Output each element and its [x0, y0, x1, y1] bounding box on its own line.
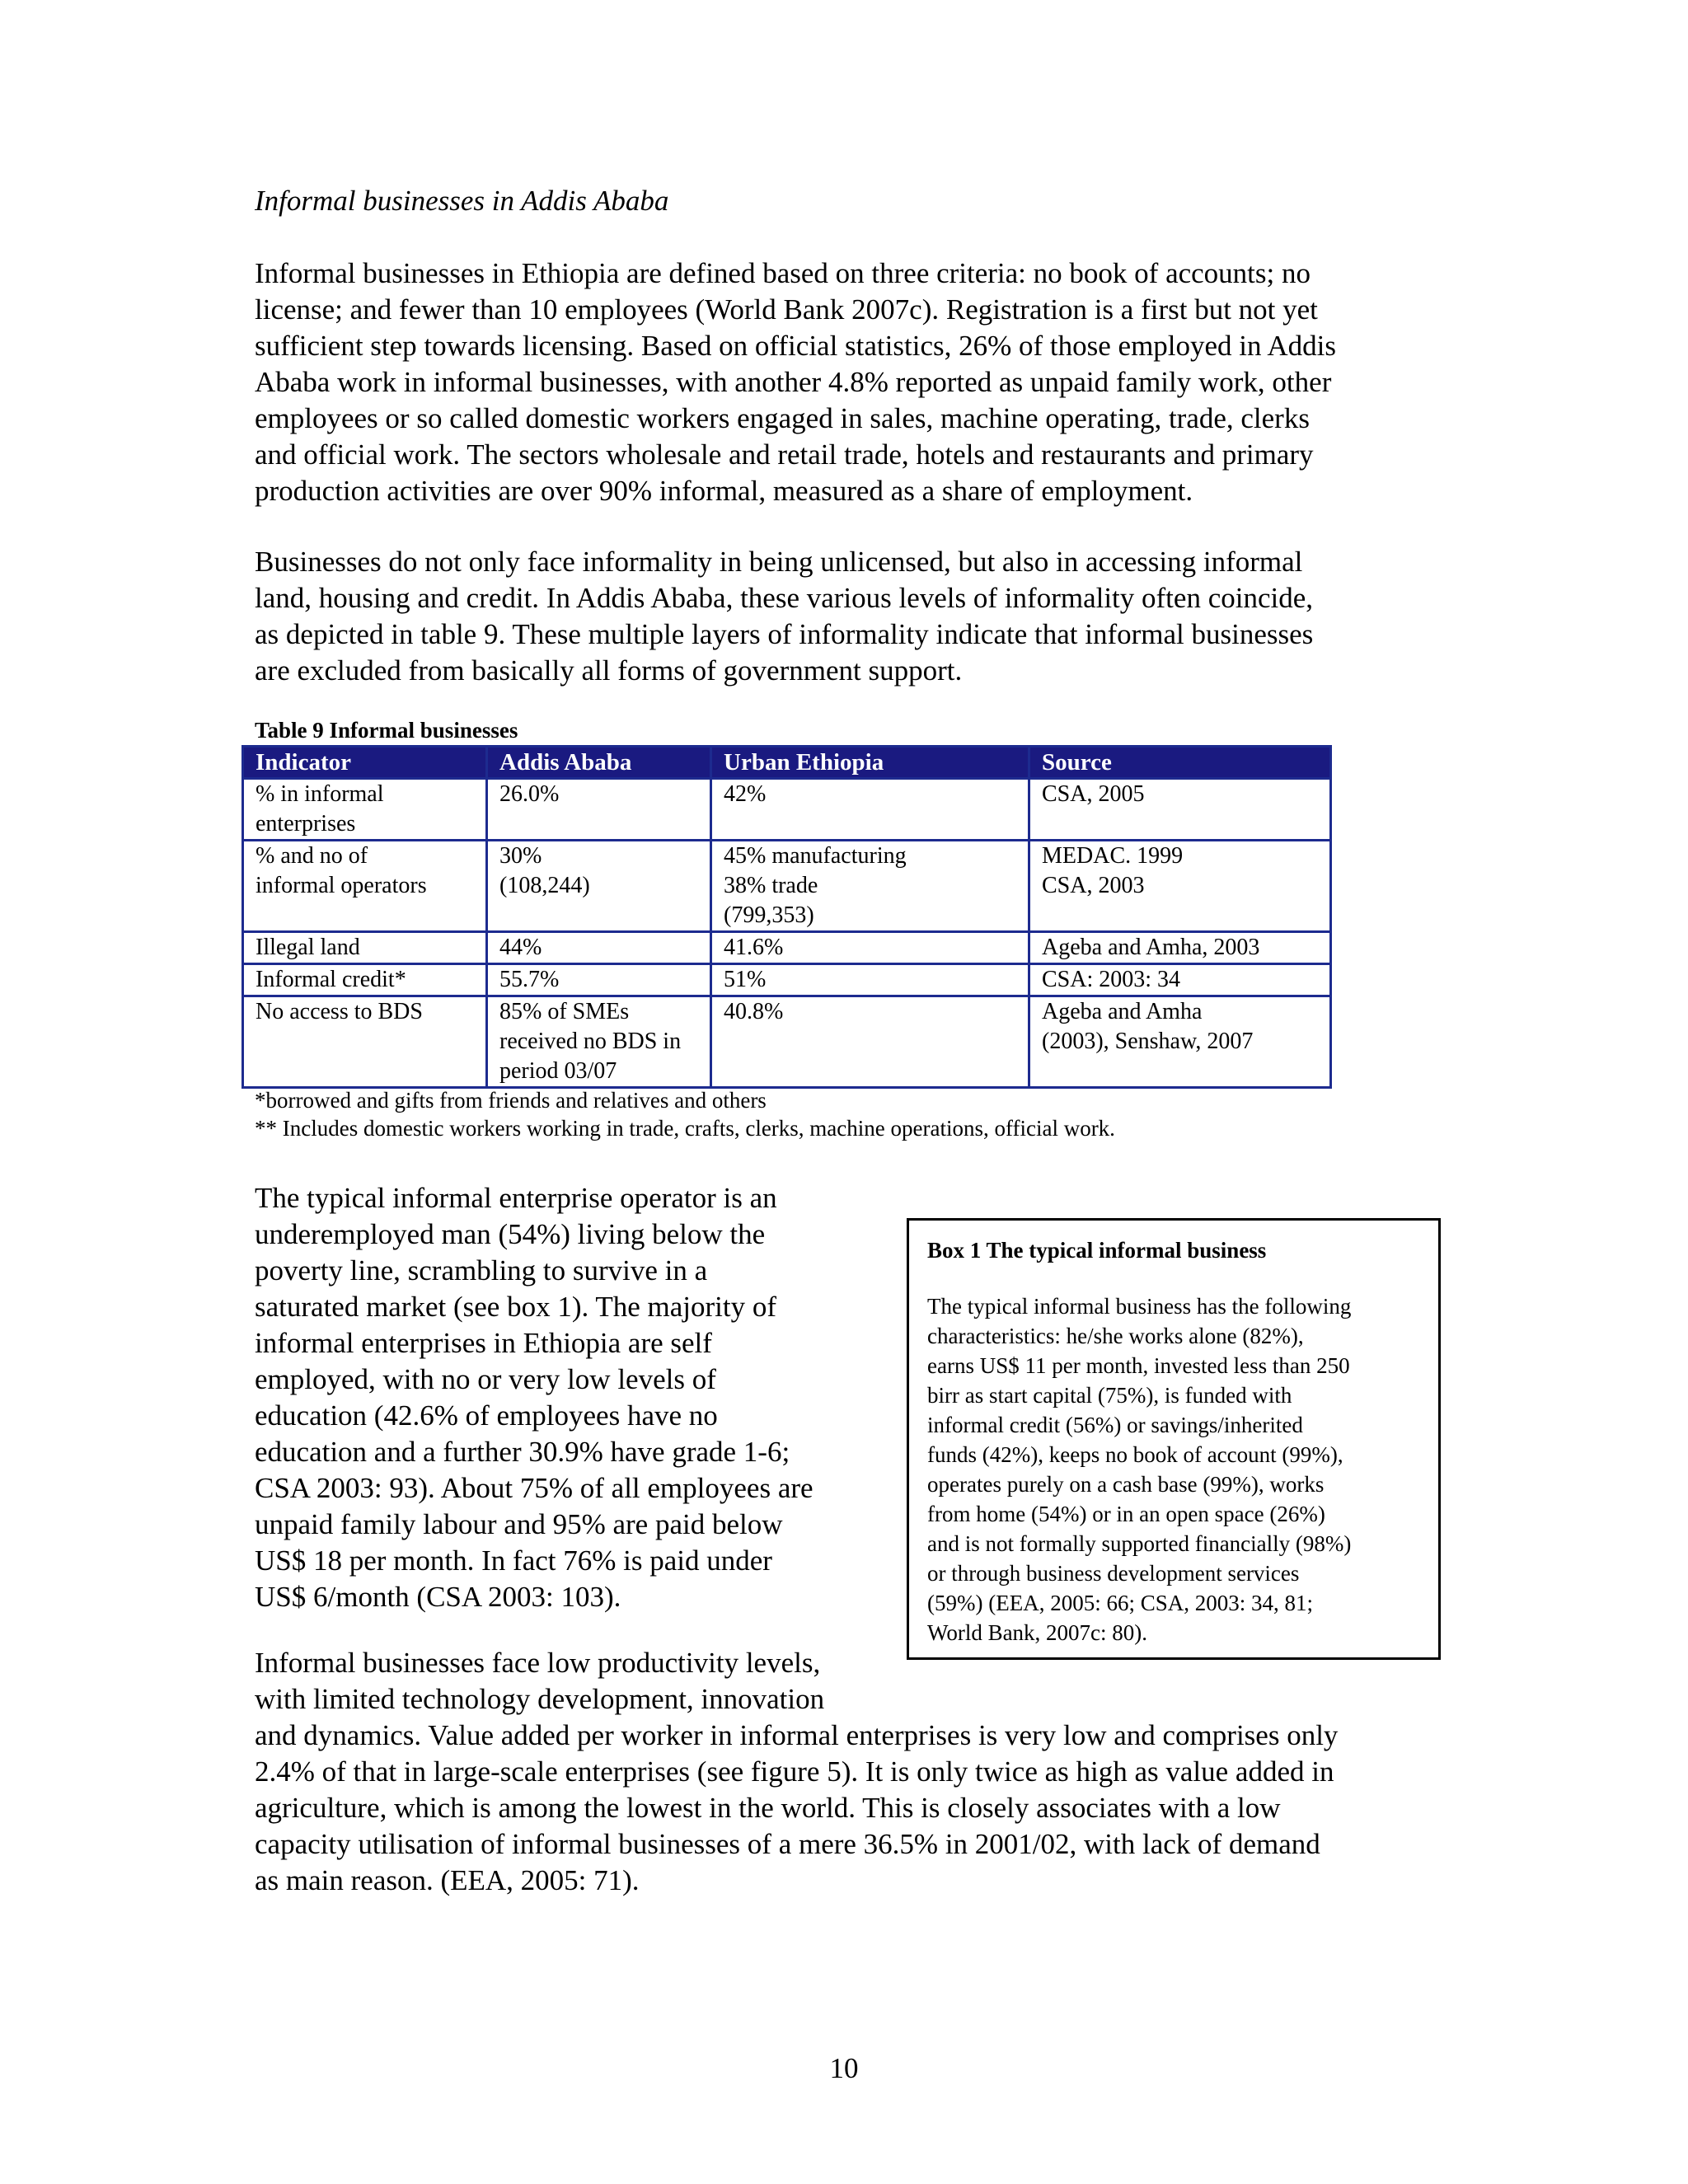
cell-text: 42%	[724, 781, 767, 807]
table-cell	[1029, 841, 1331, 932]
text-line: US$ 6/month (CSA 2003: 103).	[255, 1581, 621, 1613]
cell-text: 26.0%	[499, 781, 560, 807]
text-line: 2.4% of that in large-scale enterprises (see figure 5). It is only twice as high as value added in	[255, 1755, 1334, 1788]
text-line: sufficient step towards licensing. Based on official statistics, 26% of those employed in Addis	[255, 330, 1336, 362]
table-cell	[1029, 932, 1331, 964]
table-cell	[243, 932, 487, 964]
text-line: birr as start capital (75%), is funded with	[927, 1383, 1292, 1408]
table-cell	[711, 996, 1029, 1088]
text-line: education and a further 30.9% have grade 1-6;	[255, 1436, 790, 1468]
table-header-cell: Addis Ababa	[487, 747, 711, 779]
table-footnote: ** Includes domestic workers working in trade, crafts, clerks, machine operations, official work.	[255, 1116, 1115, 1141]
text-line: land, housing and credit. In Addis Ababa, these various levels of informality often coincide,	[255, 582, 1313, 614]
text-line: informal credit (56%) or savings/inherited	[927, 1413, 1303, 1437]
text-line: capacity utilisation of informal businesses of a mere 36.5% in 2001/02, with lack of demand	[255, 1828, 1320, 1860]
text-line: license; and fewer than 10 employees (World Bank 2007c). Registration is a first but not yet	[255, 293, 1318, 326]
table-cell	[487, 779, 711, 841]
cell-text: enterprises	[256, 811, 356, 837]
text-line: employed, with no or very low levels of	[255, 1363, 716, 1395]
text-line: and dynamics. Value added per worker in informal enterprises is very low and comprises only	[255, 1719, 1339, 1751]
cell-text: % and no of	[256, 843, 368, 869]
table-header-cell: Urban Ethiopia	[711, 747, 1029, 779]
table-cell	[243, 996, 487, 1088]
paragraph-informality-layers	[255, 544, 1442, 689]
table-header-cell: Indicator	[243, 747, 487, 779]
paragraph-typical-operator	[255, 1180, 881, 1615]
text-line: as main reason. (EEA, 2005: 71).	[255, 1864, 640, 1896]
table-caption: Table 9 Informal businesses	[255, 718, 518, 743]
info-box	[907, 1218, 1441, 1660]
text-line: employees or so called domestic workers engaged in sales, machine operating, trade, clerks	[255, 402, 1310, 434]
cell-text: 55.7%	[499, 967, 560, 992]
table-cell	[711, 779, 1029, 841]
section-heading: Informal businesses in Addis Ababa	[255, 185, 669, 217]
cell-text: MEDAC. 1999	[1042, 843, 1184, 869]
cell-text: 30%	[499, 843, 542, 869]
text-line: US$ 18 per month. In fact 76% is paid under	[255, 1544, 772, 1577]
text-line: production activities are over 90% informal, measured as a share of employment.	[255, 475, 1193, 507]
cell-text: informal operators	[256, 873, 427, 898]
table-footnote: *borrowed and gifts from friends and relatives and others	[255, 1088, 767, 1113]
cell-text: (2003), Senshaw, 2007	[1042, 1029, 1254, 1054]
text-line: with limited technology development, innovation	[255, 1683, 825, 1715]
text-line: informal enterprises in Ethiopia are self	[255, 1327, 712, 1359]
table-row	[243, 996, 1331, 1088]
cell-text: % in informal	[256, 781, 384, 807]
text-line: Informal businesses face low productivity levels,	[255, 1647, 821, 1679]
text-line: as depicted in table 9. These multiple layers of informality indicate that informal businesses	[255, 618, 1314, 650]
text-line: characteristics: he/she works alone (82%),	[927, 1324, 1304, 1348]
cell-text: CSA: 2003: 34	[1042, 967, 1181, 992]
text-line: earns US$ 11 per month, invested less than 250	[927, 1353, 1350, 1378]
paragraph-informal-definition	[255, 255, 1442, 509]
informal-businesses-table	[241, 745, 1332, 1089]
cell-text: (108,244)	[499, 873, 590, 898]
text-line: The typical informal business has the following	[927, 1294, 1352, 1319]
text-line: (59%) (EEA, 2005: 66; CSA, 2003: 34, 81;	[927, 1591, 1313, 1615]
table-cell	[711, 841, 1029, 932]
text-line: agriculture, which is among the lowest in the world. This is closely associates with a low	[255, 1792, 1281, 1824]
table-cell	[243, 964, 487, 996]
cell-text: Illegal land	[256, 935, 360, 960]
cell-text: CSA, 2003	[1042, 873, 1145, 898]
text-line: funds (42%), keeps no book of account (99%),	[927, 1442, 1343, 1467]
cell-text: Informal credit*	[256, 967, 406, 992]
cell-text: (799,353)	[724, 902, 814, 928]
text-line: education (42.6% of employees have no	[255, 1399, 718, 1432]
cell-text: 44%	[499, 935, 542, 960]
table-header-row	[243, 747, 1331, 779]
table-cell	[487, 964, 711, 996]
text-line: and is not formally supported financially (98%)	[927, 1531, 1352, 1556]
table-row	[243, 964, 1331, 996]
page-number: 10	[829, 2052, 859, 2084]
cell-text: 38% trade	[724, 873, 818, 898]
cell-text: 45% manufacturing	[724, 843, 907, 869]
text-line: operates purely on a cash base (99%), works	[927, 1472, 1325, 1497]
table-row	[243, 932, 1331, 964]
text-line: and official work. The sectors wholesale and retail trade, hotels and restaurants and primary	[255, 438, 1314, 471]
table-cell	[243, 779, 487, 841]
cell-text: 41.6%	[724, 935, 784, 960]
table-body	[243, 779, 1331, 1088]
text-line: The typical informal enterprise operator is an	[255, 1182, 777, 1214]
text-line: or through business development services	[927, 1561, 1300, 1586]
table-cell	[711, 932, 1029, 964]
cell-text: Ageba and Amha	[1042, 999, 1203, 1024]
table-row	[243, 841, 1331, 932]
text-line: from home (54%) or in an open space (26%)	[927, 1502, 1325, 1526]
box-title: Box 1 The typical informal business	[927, 1238, 1267, 1263]
cell-text: period 03/07	[499, 1058, 617, 1084]
box-body	[927, 1291, 1420, 1647]
cell-text: 85% of SMEs	[499, 999, 630, 1024]
text-line: underemployed man (54%) living below the	[255, 1218, 766, 1250]
table-header-cell: Source	[1029, 747, 1331, 779]
cell-text: No access to BDS	[256, 999, 423, 1024]
text-line: Informal businesses in Ethiopia are defined based on three criteria: no book of accounts; no	[255, 257, 1311, 289]
cell-text: CSA, 2005	[1042, 781, 1145, 807]
table-cell	[487, 841, 711, 932]
text-line: World Bank, 2007c: 80).	[927, 1620, 1148, 1645]
text-line: CSA 2003: 93). About 75% of all employees are	[255, 1472, 814, 1504]
table-row	[243, 779, 1331, 841]
table-cell	[1029, 996, 1331, 1088]
cell-text: received no BDS in	[499, 1029, 682, 1054]
text-line: saturated market (see box 1). The majority of	[255, 1291, 777, 1323]
cell-text: 51%	[724, 967, 767, 992]
text-line: unpaid family labour and 95% are paid below	[255, 1508, 783, 1540]
cell-text: 40.8%	[724, 999, 784, 1024]
table-cell	[1029, 779, 1331, 841]
text-line: are excluded from basically all forms of government support.	[255, 654, 963, 687]
text-line: Ababa work in informal businesses, with another 4.8% reported as unpaid family work, other	[255, 366, 1332, 398]
table-cell	[711, 964, 1029, 996]
paragraph-productivity	[255, 1645, 1442, 1899]
table-cell	[487, 996, 711, 1088]
table-cell	[487, 932, 711, 964]
cell-text: Ageba and Amha, 2003	[1042, 935, 1260, 960]
table-cell	[1029, 964, 1331, 996]
text-line: Businesses do not only face informality in being unlicensed, but also in accessing informal	[255, 546, 1303, 578]
text-line: poverty line, scrambling to survive in a	[255, 1254, 708, 1286]
table-cell	[243, 841, 487, 932]
